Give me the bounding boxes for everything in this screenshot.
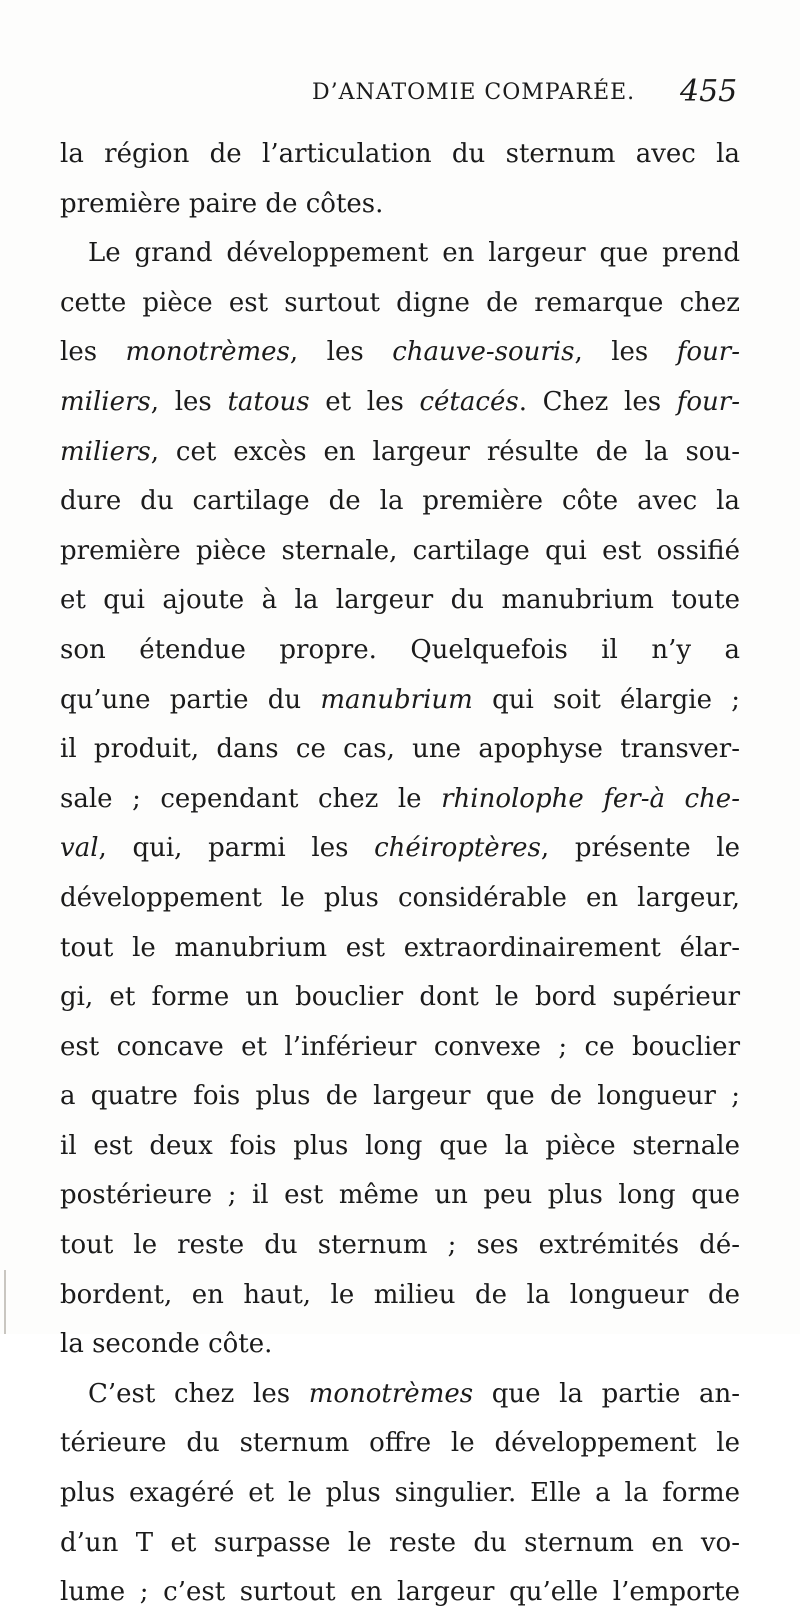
text-line: tout le reste du sternum ; ses extrémités dé-: [60, 1230, 740, 1261]
text-line: plus exagéré et le plus singulier. Elle a la forme: [60, 1478, 740, 1509]
text-line: la seconde côte.: [60, 1329, 273, 1360]
italic-term: chéiroptères: [374, 833, 541, 864]
italic-term: manubrium: [320, 684, 473, 715]
text-line: postérieure ; il est même un peu plus long que: [60, 1180, 740, 1211]
text-line: son étendue propre. Quelquefois il n’y a: [60, 634, 740, 665]
page-number: 455: [680, 74, 738, 109]
text-line: est concave et l’inférieur convexe ; ce bouclier: [60, 1031, 740, 1062]
italic-term: val: [60, 833, 99, 864]
text-segment: , qui, parmi les: [98, 833, 375, 864]
italic-term: four-: [676, 386, 740, 417]
text-segment: , les: [574, 337, 677, 368]
italic-term: miliers: [60, 386, 151, 417]
italic-term: miliers: [60, 436, 151, 467]
text-segment: C’est chez les: [88, 1378, 309, 1409]
text-line: il est deux fois plus long que la pièce sternale: [60, 1130, 740, 1161]
text-line: lume ; c’est surtout en largeur qu’elle l’emporte: [60, 1577, 740, 1608]
text-line: la région de l’articulation du sternum avec la: [60, 139, 740, 169]
text-line: cette pièce est surtout digne de remarque chez: [60, 287, 740, 318]
text-line: il produit, dans ce cas, une apophyse transver-: [60, 734, 740, 765]
text-line: [60, 1370, 740, 1420]
italic-term: monotrèmes: [125, 337, 290, 368]
text-segment: . Chez les: [518, 386, 677, 417]
text-line: [60, 378, 740, 428]
text-segment: les: [60, 337, 126, 368]
text-line: [60, 824, 740, 874]
text-segment: et les: [309, 386, 420, 417]
text-line: gi, et forme un bouclier dont le bord supérieur: [60, 982, 740, 1013]
text-line: première paire de côtes.: [60, 188, 384, 219]
body-text: [60, 130, 740, 1618]
text-segment: sale ; cependant chez le: [60, 783, 442, 814]
italic-term: cétacés: [419, 386, 519, 417]
text-segment: qu’une partie du: [60, 684, 321, 715]
italic-term: chauve-souris: [392, 337, 575, 368]
text-line: [60, 676, 740, 726]
text-line: d’un T et surpasse le reste du sternum en vo-: [60, 1527, 740, 1558]
text-line: [60, 428, 740, 478]
italic-term: tatous: [227, 386, 310, 417]
text-line: [60, 775, 740, 825]
text-segment: , les: [150, 386, 228, 417]
text-line: première pièce sternale, cartilage qui est ossifié: [60, 535, 740, 566]
text-line: térieure du sternum offre le développement le: [60, 1428, 740, 1459]
text-line: bordent, en haut, le milieu de la longueur de: [60, 1279, 740, 1310]
text-line: a quatre fois plus de largeur que de longueur ;: [60, 1081, 740, 1112]
text-line: Le grand développement en largeur que prend: [88, 238, 740, 269]
text-segment: , les: [289, 337, 393, 368]
page-header: [0, 74, 800, 116]
text-segment: , présente le: [540, 833, 740, 864]
italic-term: monotrèmes: [308, 1378, 474, 1409]
text-line: et qui ajoute à la largeur du manubrium toute: [60, 585, 740, 616]
text-line: dure du cartilage de la première côte avec la: [60, 486, 740, 517]
italic-term: four-: [676, 337, 740, 368]
text-line: tout le manubrium est extraordinairement élar-: [60, 932, 740, 963]
text-segment: , cet excès en largeur résulte de la sou-: [150, 436, 740, 467]
text-segment: qui soit élargie ;: [472, 684, 741, 715]
running-title: D’ANATOMIE COMPARÉE.: [312, 80, 636, 105]
text-line: [60, 328, 740, 378]
italic-term: rhinolophe fer-à che-: [441, 783, 740, 814]
text-segment: que la partie an-: [473, 1378, 741, 1409]
page-edge-mark: [4, 1270, 6, 1334]
text-line: développement le plus considérable en largeur,: [60, 882, 740, 913]
